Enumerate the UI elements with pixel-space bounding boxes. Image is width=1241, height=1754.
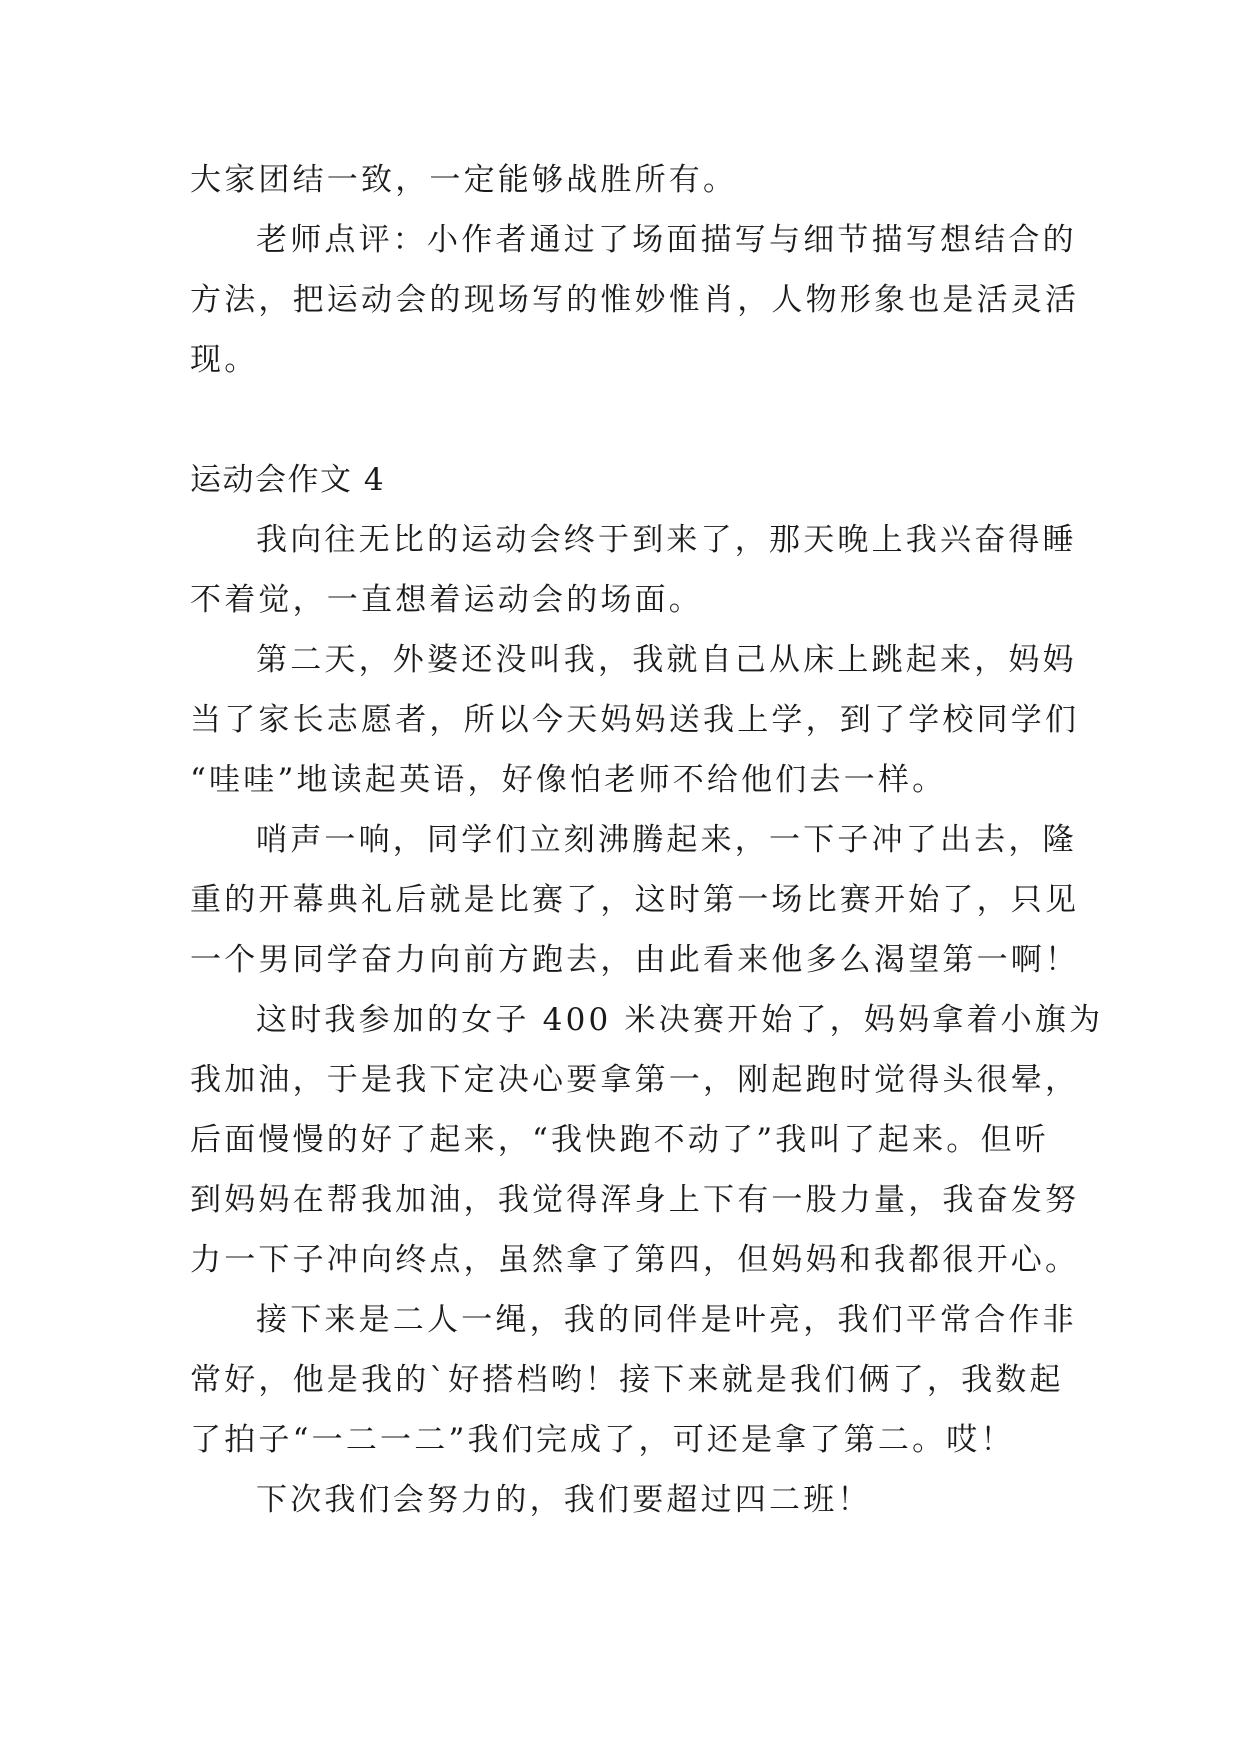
text-line: 不着觉，一直想着运动会的场面。 (190, 582, 703, 618)
text-line: 了拍子“一二一二”我们完成了，可还是拿了第二。哎！ (190, 1422, 1015, 1458)
text-line: 我加油，于是我下定决心要拿第一，刚起跑时觉得头很晕， (190, 1062, 1080, 1098)
text-line: 重的开幕典礼后就是比赛了，这时第一场比赛开始了，只见 (190, 882, 1080, 918)
text-line: 第二天，外婆还没叫我，我就自己从床上跳起来，妈妈 (256, 642, 1077, 678)
text-line: 哨声一响，同学们立刻沸腾起来，一下子冲了出去，隆 (256, 822, 1077, 858)
text-line: “哇哇”地读起英语，好像怕老师不给他们去一样。 (190, 762, 947, 798)
text-line: 后面慢慢的好了起来，“我快跑不动了”我叫了起来。但听 (190, 1122, 1049, 1158)
text-line: 接下来是二人一绳，我的同伴是叶亮，我们平常合作非 (256, 1302, 1077, 1338)
section-heading: 运动会作文 4 (190, 462, 386, 498)
text-line: 常好，他是我的`好搭档哟！接下来就是我们俩了，我数起 (190, 1362, 1064, 1398)
text-line: 下次我们会努力的，我们要超过四二班！ (256, 1482, 872, 1518)
document-body (190, 150, 1104, 1530)
text-line: 我向往无比的运动会终于到来了，那天晚上我兴奋得睡 (256, 522, 1077, 558)
text-line: 一个男同学奋力向前方跑去，由此看来他多么渴望第一啊！ (190, 942, 1080, 978)
text-line: 到妈妈在帮我加油，我觉得浑身上下有一股力量，我奋发努 (190, 1182, 1080, 1218)
text-line: 这时我参加的女子 400 米决赛开始了，妈妈拿着小旗为 (256, 1002, 1104, 1038)
paragraph-gap (190, 390, 1050, 450)
text-line: 力一下子冲向终点，虽然拿了第四，但妈妈和我都很开心。 (190, 1242, 1080, 1278)
text-line: 方法，把运动会的现场写的惟妙惟肖，人物形象也是活灵活 (190, 282, 1080, 318)
text-line: 老师点评：小作者通过了场面描写与细节描写想结合的 (256, 222, 1077, 258)
text-line: 大家团结一致，一定能够战胜所有。 (190, 162, 738, 198)
text-line: 当了家长志愿者，所以今天妈妈送我上学，到了学校同学们 (190, 702, 1080, 738)
text-line: 现。 (190, 342, 259, 378)
